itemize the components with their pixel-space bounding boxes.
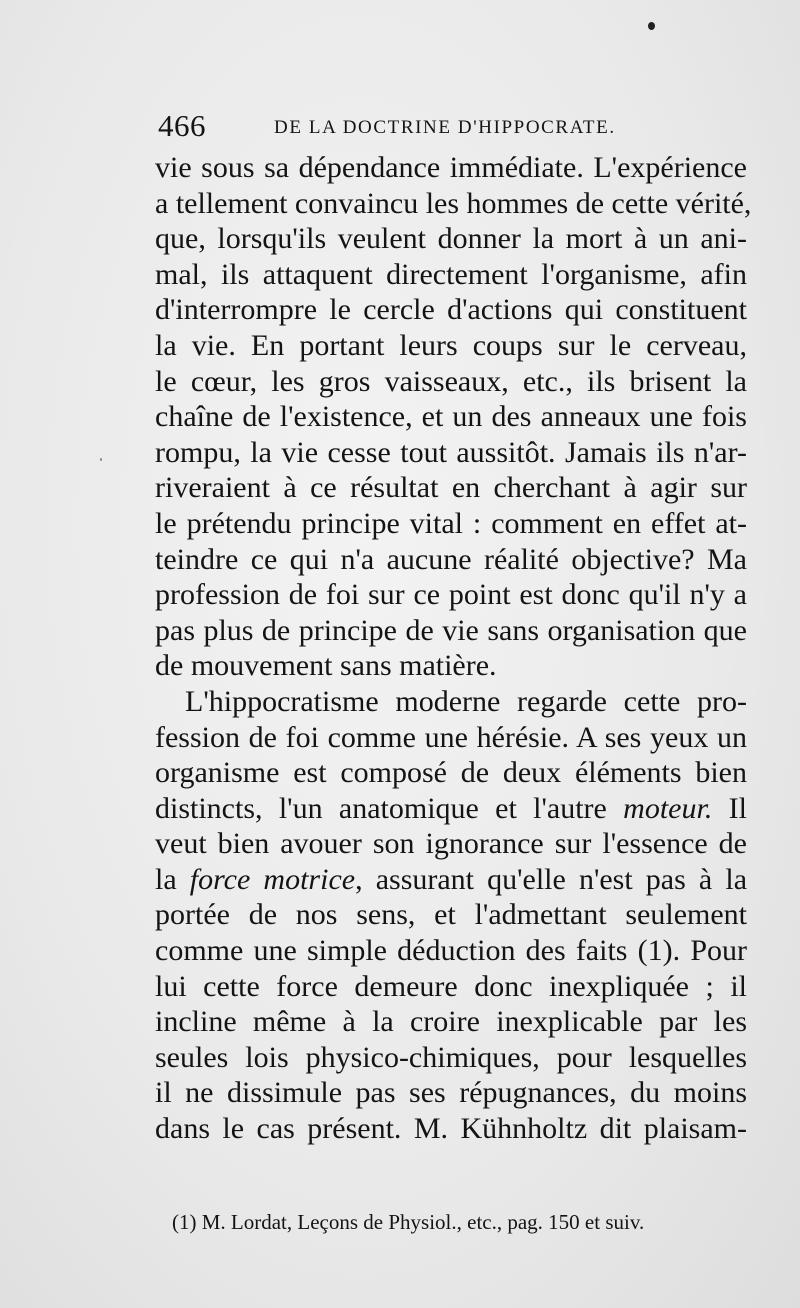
text-line: a tellement convaincu les hommes de cette vérité, — [155, 186, 752, 220]
text-segment: la — [155, 862, 190, 896]
text-line: fession de foi comme une hérésie. A ses yeux un — [155, 720, 747, 754]
text-line: teindre ce qui n'a aucune réalité objective? Ma — [155, 542, 747, 576]
text-line: dans le cas présent. M. Kühnholtz dit plaisam- — [155, 1112, 747, 1146]
text-line: la vie. En portant leurs coups sur le cerveau, — [155, 328, 747, 362]
text-line: il ne dissimule pas ses répugnances, du moins — [155, 1076, 747, 1110]
text-line-mixed — [155, 791, 747, 827]
text-line: que, lorsqu'ils veulent donner la mort à un ani- — [155, 222, 747, 256]
text-line: de mouvement sans matière. — [155, 649, 497, 683]
italic-term: moteur. — [623, 791, 713, 825]
text-line: chaîne de l'existence, et un des anneaux une fois — [155, 400, 747, 434]
page-number: 466 — [158, 108, 206, 143]
text-line: le prétendu principe vital : comment en effet at- — [155, 506, 747, 540]
text-line: veut bien avouer son ignorance sur l'essence de — [155, 827, 747, 861]
text-segment: Il — [712, 791, 747, 825]
ink-speck — [100, 458, 102, 461]
text-line: pas plus de principe de vie sans organisation que — [155, 613, 747, 647]
text-line: d'interrompre le cercle d'actions qui constituent — [155, 293, 747, 327]
text-line: portée de nos sens, et l'admettant seulement — [155, 898, 747, 932]
page-header — [158, 108, 758, 148]
text-line: profession de foi sur ce point est donc qu'il n'y a — [155, 578, 747, 612]
text-line: vie sous sa dépendance immédiate. L'expérience — [155, 151, 747, 184]
text-line: incline même à la croire inexplicable par les — [155, 1005, 747, 1039]
text-line: seules lois physico-chimiques, pour lesquelles — [155, 1040, 747, 1074]
body-text — [155, 150, 752, 1147]
text-line: rompu, la vie cesse tout aussitôt. Jamais ils n'ar- — [155, 435, 747, 469]
text-line: riveraient à ce résultat en cherchant à agir sur — [155, 471, 747, 505]
running-head: DE LA DOCTRINE D'HIPPOCRATE. — [274, 117, 616, 138]
text-line: mal, ils attaquent directement l'organisme, afin — [155, 257, 747, 291]
text-segment: distincts, l'un anatomique et l'autre — [155, 791, 624, 825]
text-segment: , assurant qu'elle n'est pas à la — [355, 862, 748, 896]
italic-term: force motrice — [189, 862, 356, 896]
ink-speck — [648, 22, 655, 30]
text-line: lui cette force demeure donc inexpliquée ; il — [155, 969, 747, 1003]
text-line: organisme est composé de deux éléments bien — [155, 756, 747, 790]
footnote: (1) M. Lordat, Leçons de Physiol., etc., pag. 150 et suiv. — [172, 1210, 645, 1234]
text-line: comme une simple déduction des faits (1). Pour — [155, 934, 747, 968]
text-line: le cœur, les gros vaisseaux, etc., ils brisent la — [155, 364, 747, 398]
text-line: L'hippocratisme moderne regarde cette pro- — [185, 684, 747, 718]
text-line-mixed — [155, 862, 747, 898]
